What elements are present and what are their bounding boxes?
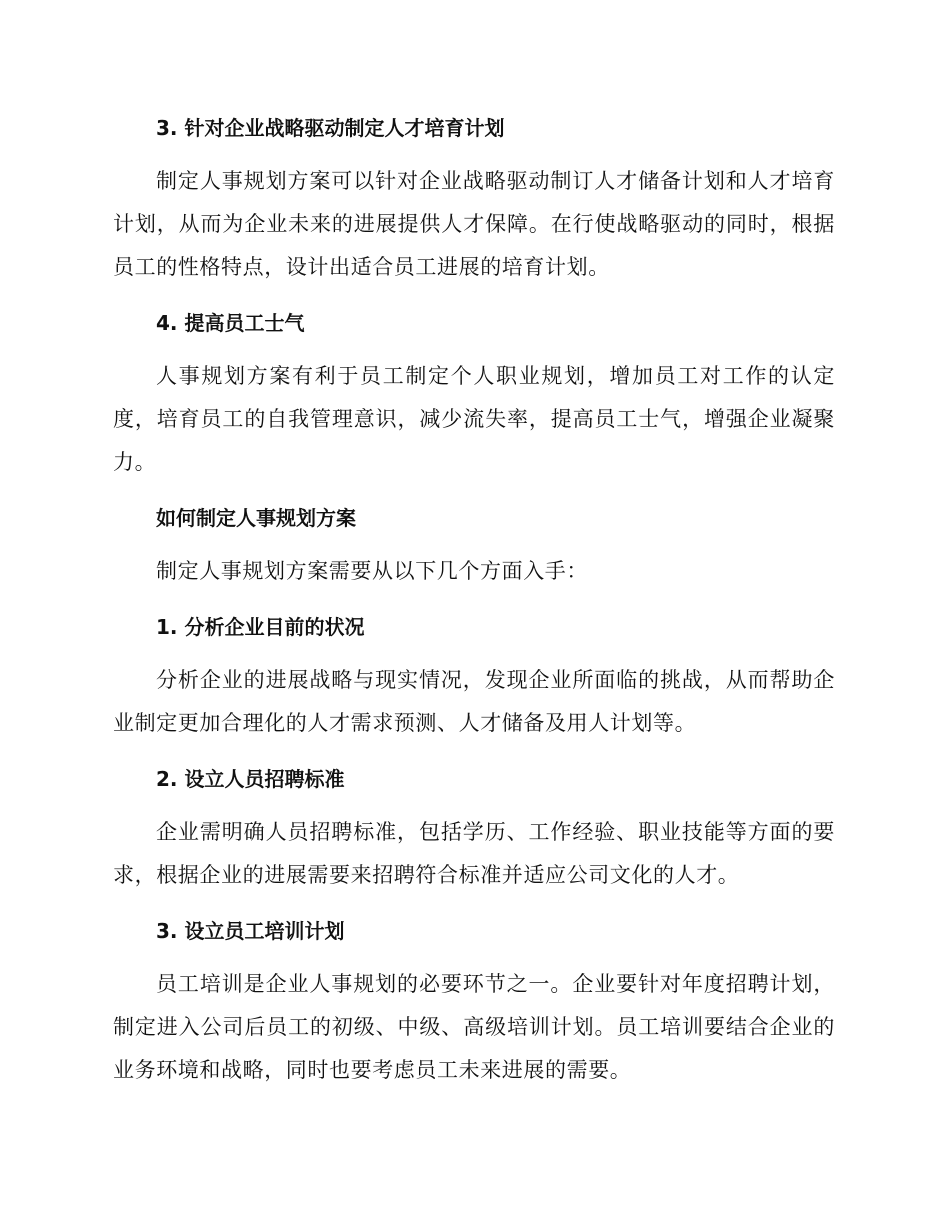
- section-heading-staff-morale: 4. 提高员工士气: [156, 311, 305, 335]
- section-paragraph-recruit-standards: 企业需明确人员招聘标准，包括学历、工作经验、职业技能等方面的要求，根据企业的进展需要来招聘符合标准并适应公司文化的人才。: [113, 820, 835, 887]
- section-paragraph-analyze-status: 分析企业的进展战略与现实情况，发现企业所面临的挑战，从而帮助企业制定更加合理化的人才需求预测、人才储备及用人计划等。: [113, 668, 835, 735]
- section-heading-how-to-plan: 如何制定人事规划方案: [156, 506, 356, 530]
- section-heading-analyze-status: 1. 分析企业目前的状况: [156, 615, 365, 639]
- document-body: [113, 108, 835, 1092]
- section-paragraph-strategy-talent-plan: 制定人事规划方案可以针对企业战略驱动制订人才储备计划和人才培育计划，从而为企业未来的进展提供人才保障。在行使战略驱动的同时，根据员工的性格特点，设计出适合员工进展的培育计划。: [113, 169, 835, 279]
- section-paragraph-training-plan: 员工培训是企业人事规划的必要环节之一。企业要针对年度招聘计划，制定进入公司后员工的初级、中级、高级培训计划。员工培训要结合企业的业务环境和战略，同时也要考虑员工未来进展的需要。: [113, 972, 835, 1082]
- section-heading-strategy-talent-plan: 3. 针对企业战略驱动制定人才培育计划: [156, 116, 505, 140]
- section-paragraph-staff-morale: 人事规划方案有利于员工制定个人职业规划，增加员工对工作的认定度，培育员工的自我管理意识，减少流失率，提高员工士气，增强企业凝聚力。: [113, 364, 835, 474]
- section-heading-recruit-standards: 2. 设立人员招聘标准: [156, 767, 345, 791]
- section-heading-training-plan: 3. 设立员工培训计划: [156, 919, 345, 943]
- section-paragraph-how-to-plan: 制定人事规划方案需要从以下几个方面入手：: [156, 559, 588, 583]
